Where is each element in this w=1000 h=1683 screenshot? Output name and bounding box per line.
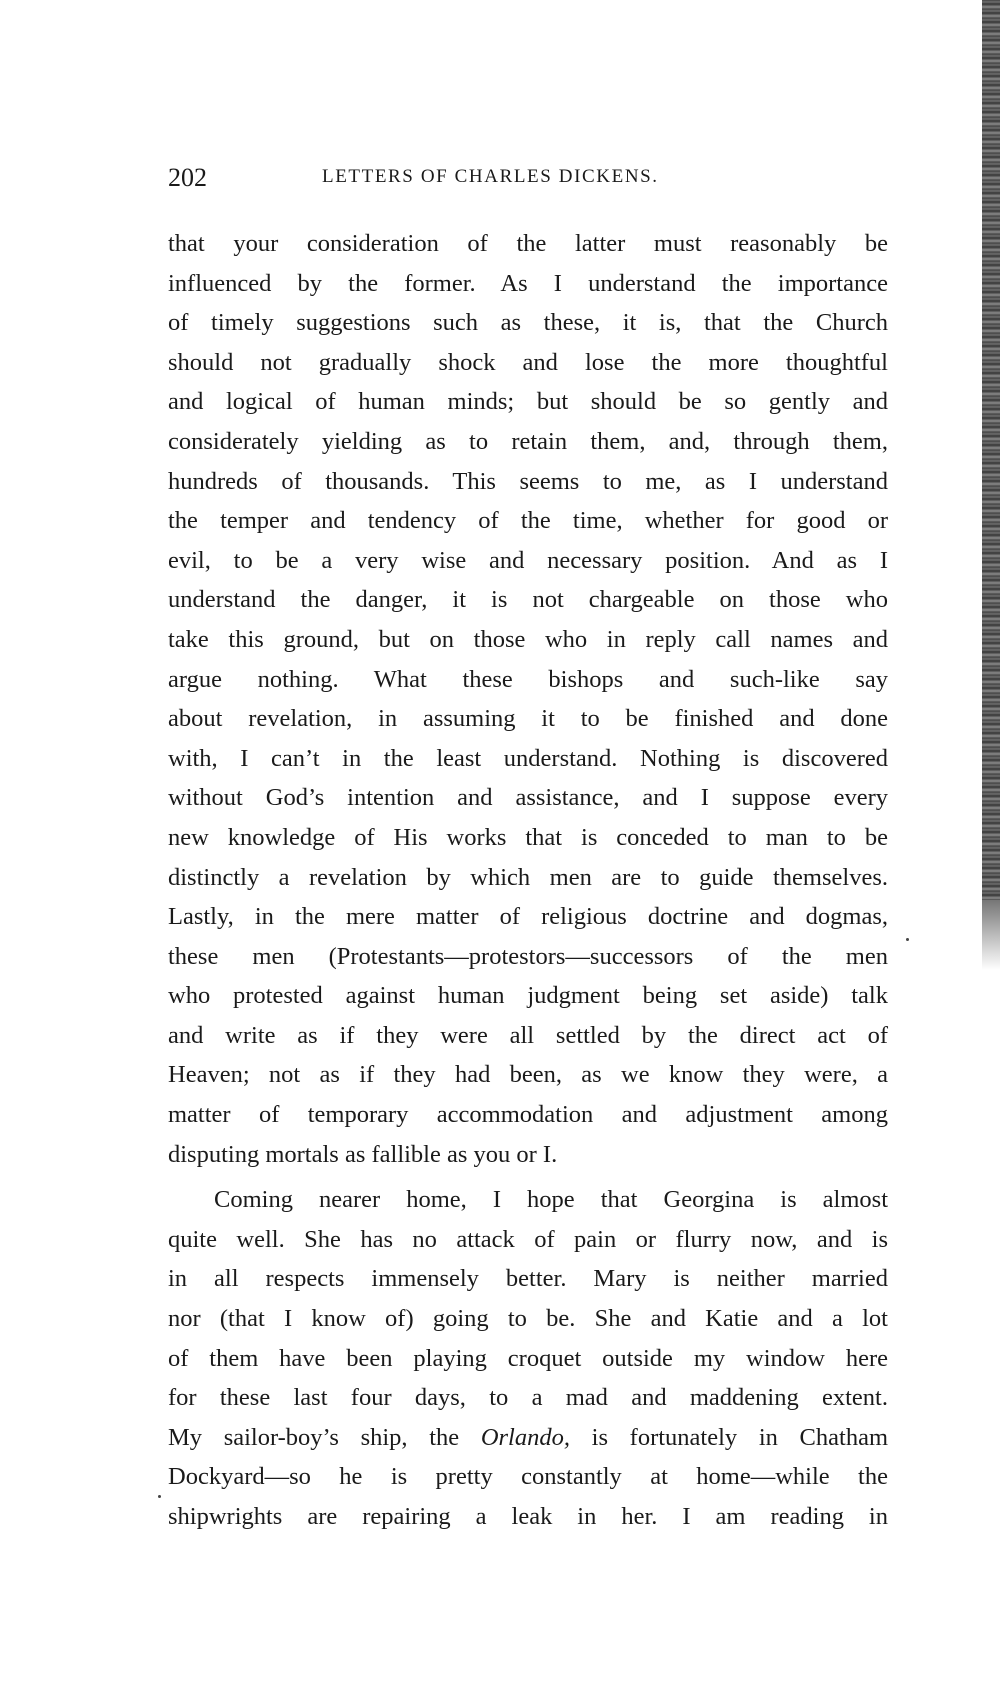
text-line: and write as if they were all settled by the direct act of (168, 1021, 888, 1049)
page-header (168, 163, 888, 197)
orlando-before: My sailor-boy’s ship, the (168, 1423, 481, 1451)
text-line: about revelation, in assuming it to be finished and done (168, 705, 888, 733)
orlando-after: is fortunately in Chatham (569, 1423, 889, 1451)
text-line: hundreds of thousands. This seems to me, as I understand (168, 467, 888, 495)
text-line-orlando (168, 1418, 888, 1458)
scanned-page-edge (982, 0, 1000, 900)
text-line: nor (that I know of) going to be. She and Katie and a lot (168, 1305, 888, 1333)
paragraph-2-end (168, 1457, 888, 1536)
text-line: with, I can’t in the least understand. Nothing is discovered (168, 744, 888, 772)
text-line: the temper and tendency of the time, whether for good or (168, 507, 888, 535)
paragraph-1 (168, 224, 888, 1174)
text-line: Lastly, in the mere matter of religious doctrine and dogmas, (168, 903, 888, 931)
text-line: shipwrights are repairing a leak in her. I am reading in (168, 1503, 888, 1530)
text-line: Dockyard—so he is pretty constantly at home—while the (168, 1463, 888, 1491)
text-line: and logical of human minds; but should be so gently and (168, 388, 888, 416)
scan-speck (158, 1495, 161, 1498)
text-line: evil, to be a very wise and necessary position. And as I (168, 546, 888, 574)
text-line: understand the danger, it is not chargeable on those who (168, 586, 888, 614)
page-number: 202 (168, 163, 207, 192)
text-line: who protested against human judgment being set aside) talk (168, 982, 888, 1010)
text-line: that your consideration of the latter must reasonably be (168, 230, 888, 257)
text-line: Coming nearer home, I hope that Georgina is almost (214, 1186, 888, 1214)
running-title: LETTERS OF CHARLES DICKENS. (322, 166, 659, 187)
scan-speck (906, 938, 909, 941)
text-line: should not gradually shock and lose the more thoughtful (168, 348, 888, 376)
paragraph-2 (168, 1180, 888, 1418)
text-line: of timely suggestions such as these, it is, that the Church (168, 309, 888, 337)
text-line: disputing mortals as fallible as you or I. (168, 1140, 558, 1168)
text-line: matter of temporary accommodation and adjustment among (168, 1101, 888, 1129)
text-line: argue nothing. What these bishops and such-like say (168, 665, 888, 693)
text-line: take this ground, but on those who in reply call names and (168, 625, 888, 653)
text-line: Heaven; not as if they had been, as we know they were, a (168, 1061, 888, 1089)
text-line: new knowledge of His works that is conceded to man to be (168, 823, 888, 851)
text-line: for these last four days, to a mad and maddening extent. (168, 1384, 888, 1412)
text-line: influenced by the former. As I understand the importance (168, 269, 888, 297)
text-line: these men (Protestants—protestors—successors of the men (168, 942, 888, 970)
text-line: of them have been playing croquet outside my window here (168, 1344, 888, 1372)
text-line: without God’s intention and assistance, and I suppose every (168, 784, 888, 812)
body-text (168, 224, 888, 1537)
scanned-page-edge-fade (982, 900, 1000, 970)
text-line: distinctly a revelation by which men are to guide themselves. (168, 863, 888, 891)
ship-name-italic: Orlando, (480, 1423, 570, 1451)
text-line: quite well. She has no attack of pain or flurry now, and is (168, 1225, 888, 1253)
text-line: in all respects immensely better. Mary is neither married (168, 1265, 888, 1293)
text-line: considerately yielding as to retain them, and, through them, (168, 427, 888, 455)
